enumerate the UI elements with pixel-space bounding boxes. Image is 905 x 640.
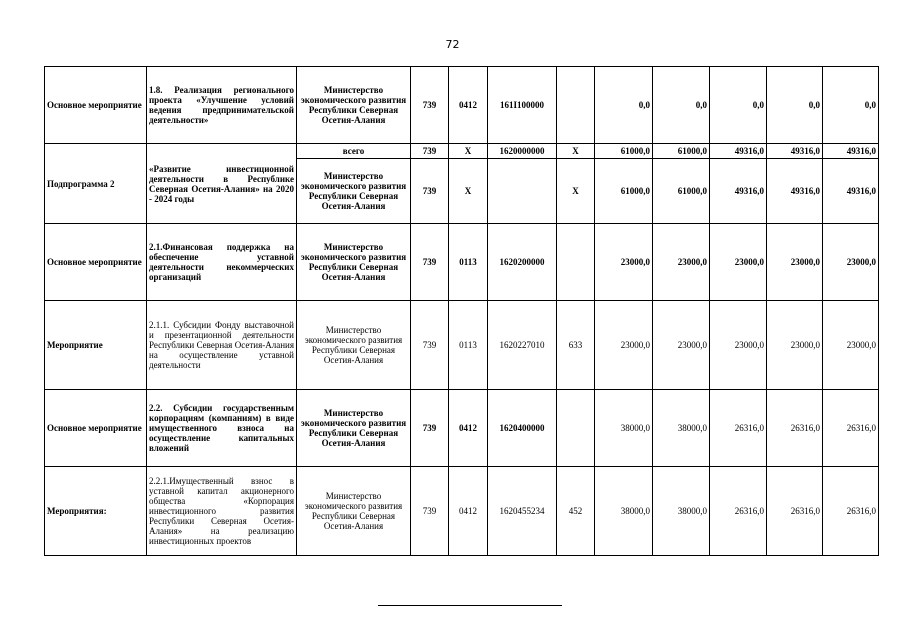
vr-cell: 633 — [557, 301, 595, 390]
amount-cell: 0,0 — [595, 67, 653, 144]
grbs-cell: 739 — [411, 159, 449, 224]
csr-cell: 161I100000 — [488, 67, 557, 144]
amount-cell: 0,0 — [823, 67, 879, 144]
amount-cell: 0,0 — [653, 67, 710, 144]
amount-cell: 23000,0 — [595, 224, 653, 301]
vr-cell: X — [557, 144, 595, 159]
amount-cell: 26316,0 — [710, 467, 767, 556]
amount-cell: 0,0 — [767, 67, 823, 144]
rzpr-cell: 0412 — [449, 67, 488, 144]
executor-cell: Министерство экономического развития Республики Северная Осетия-Алания — [297, 467, 411, 556]
footnote-separator-line — [378, 605, 562, 606]
amount-cell: 61000,0 — [653, 159, 710, 224]
amount-cell: 61000,0 — [653, 144, 710, 159]
csr-cell: 1620227010 — [488, 301, 557, 390]
event-name-cell: 2.1.Финансовая поддержка на обеспечение уставной деятельности некоммерческих организаций — [147, 224, 297, 301]
amount-cell: 23000,0 — [823, 301, 879, 390]
table-row — [45, 67, 879, 144]
csr-cell: 1620400000 — [488, 390, 557, 467]
amount-cell: 38000,0 — [653, 390, 710, 467]
executor-cell: Министерство экономического развития Республики Северная Осетия-Алания — [297, 224, 411, 301]
grbs-cell: 739 — [411, 67, 449, 144]
amount-cell: 23000,0 — [595, 301, 653, 390]
executor-cell: Министерство экономического развития Республики Северная Осетия-Алания — [297, 390, 411, 467]
amount-cell: 26316,0 — [710, 390, 767, 467]
amount-cell: 61000,0 — [595, 144, 653, 159]
vr-cell — [557, 67, 595, 144]
amount-cell: 49316,0 — [710, 144, 767, 159]
amount-cell: 0,0 — [710, 67, 767, 144]
vr-cell — [557, 390, 595, 467]
vr-cell — [557, 224, 595, 301]
event-type-cell: Мероприятие — [45, 301, 147, 390]
amount-cell: 26316,0 — [823, 467, 879, 556]
executor-cell: Министерство экономического развития Республики Северная Осетия-Алания — [297, 301, 411, 390]
amount-cell: 38000,0 — [595, 467, 653, 556]
amount-cell: 23000,0 — [710, 224, 767, 301]
amount-cell: 38000,0 — [653, 467, 710, 556]
event-name-cell: 2.2.1.Имущественный взнос в уставной капитал акционерного общества «Корпорация инвестиционного развития Республики Северная Осетия-Алания» на реализацию инвестиционных проектов — [147, 467, 297, 556]
grbs-cell: 739 — [411, 390, 449, 467]
budget-table — [44, 66, 879, 556]
amount-cell: 23000,0 — [710, 301, 767, 390]
event-name-cell: «Развитие инвестиционной деятельности в Республике Северная Осетия-Алания» на 2020 - 2024 годы — [147, 144, 297, 224]
rzpr-cell: X — [449, 144, 488, 159]
executor-cell: Министерство экономического развития Республики Северная Осетия-Алания — [297, 159, 411, 224]
rzpr-cell: 0412 — [449, 467, 488, 556]
amount-cell: 23000,0 — [653, 301, 710, 390]
rzpr-cell: 0113 — [449, 301, 488, 390]
event-name-cell: 1.8. Реализация регионального проекта «Улучшение условий ведения предпринимательской деятельности» — [147, 67, 297, 144]
event-type-cell: Основное мероприятие — [45, 390, 147, 467]
grbs-cell: 739 — [411, 144, 449, 159]
page-number: 72 — [445, 38, 460, 51]
executor-cell: всего — [297, 144, 411, 159]
amount-cell: 23000,0 — [823, 224, 879, 301]
event-name-cell: 2.2. Субсидии государственным корпорациям (компаниям) в виде имущественного взноса на осуществление капитальных вложений — [147, 390, 297, 467]
grbs-cell: 739 — [411, 467, 449, 556]
vr-cell: X — [557, 159, 595, 224]
event-type-cell: Мероприятия: — [45, 467, 147, 556]
event-name-cell: 2.1.1. Субсидии Фонду выставочной и презентационной деятельности Республики Северная Осетия-Алания на осуществление уставной деятельности — [147, 301, 297, 390]
amount-cell: 49316,0 — [823, 144, 879, 159]
amount-cell: 61000,0 — [595, 159, 653, 224]
table-row — [45, 390, 879, 467]
grbs-cell: 739 — [411, 301, 449, 390]
amount-cell: 49316,0 — [767, 159, 823, 224]
event-type-cell: Основное мероприятие — [45, 67, 147, 144]
table-row — [45, 224, 879, 301]
csr-cell: 1620200000 — [488, 224, 557, 301]
amount-cell: 38000,0 — [595, 390, 653, 467]
amount-cell: 26316,0 — [823, 390, 879, 467]
event-type-cell: Основное мероприятие — [45, 224, 147, 301]
csr-cell: 1620000000 — [488, 144, 557, 159]
csr-cell: 1620455234 — [488, 467, 557, 556]
amount-cell: 23000,0 — [767, 224, 823, 301]
amount-cell: 49316,0 — [823, 159, 879, 224]
amount-cell: 26316,0 — [767, 467, 823, 556]
grbs-cell: 739 — [411, 224, 449, 301]
amount-cell: 26316,0 — [767, 390, 823, 467]
amount-cell: 23000,0 — [653, 224, 710, 301]
rzpr-cell: 0113 — [449, 224, 488, 301]
vr-cell: 452 — [557, 467, 595, 556]
rzpr-cell: X — [449, 159, 488, 224]
rzpr-cell: 0412 — [449, 390, 488, 467]
event-type-cell: Подпрограмма 2 — [45, 144, 147, 224]
table-row — [45, 467, 879, 556]
csr-cell — [488, 159, 557, 224]
table-row — [45, 301, 879, 390]
table-row — [45, 144, 879, 159]
amount-cell: 49316,0 — [710, 159, 767, 224]
executor-cell: Министерство экономического развития Республики Северная Осетия-Алания — [297, 67, 411, 144]
amount-cell: 23000,0 — [767, 301, 823, 390]
amount-cell: 49316,0 — [767, 144, 823, 159]
